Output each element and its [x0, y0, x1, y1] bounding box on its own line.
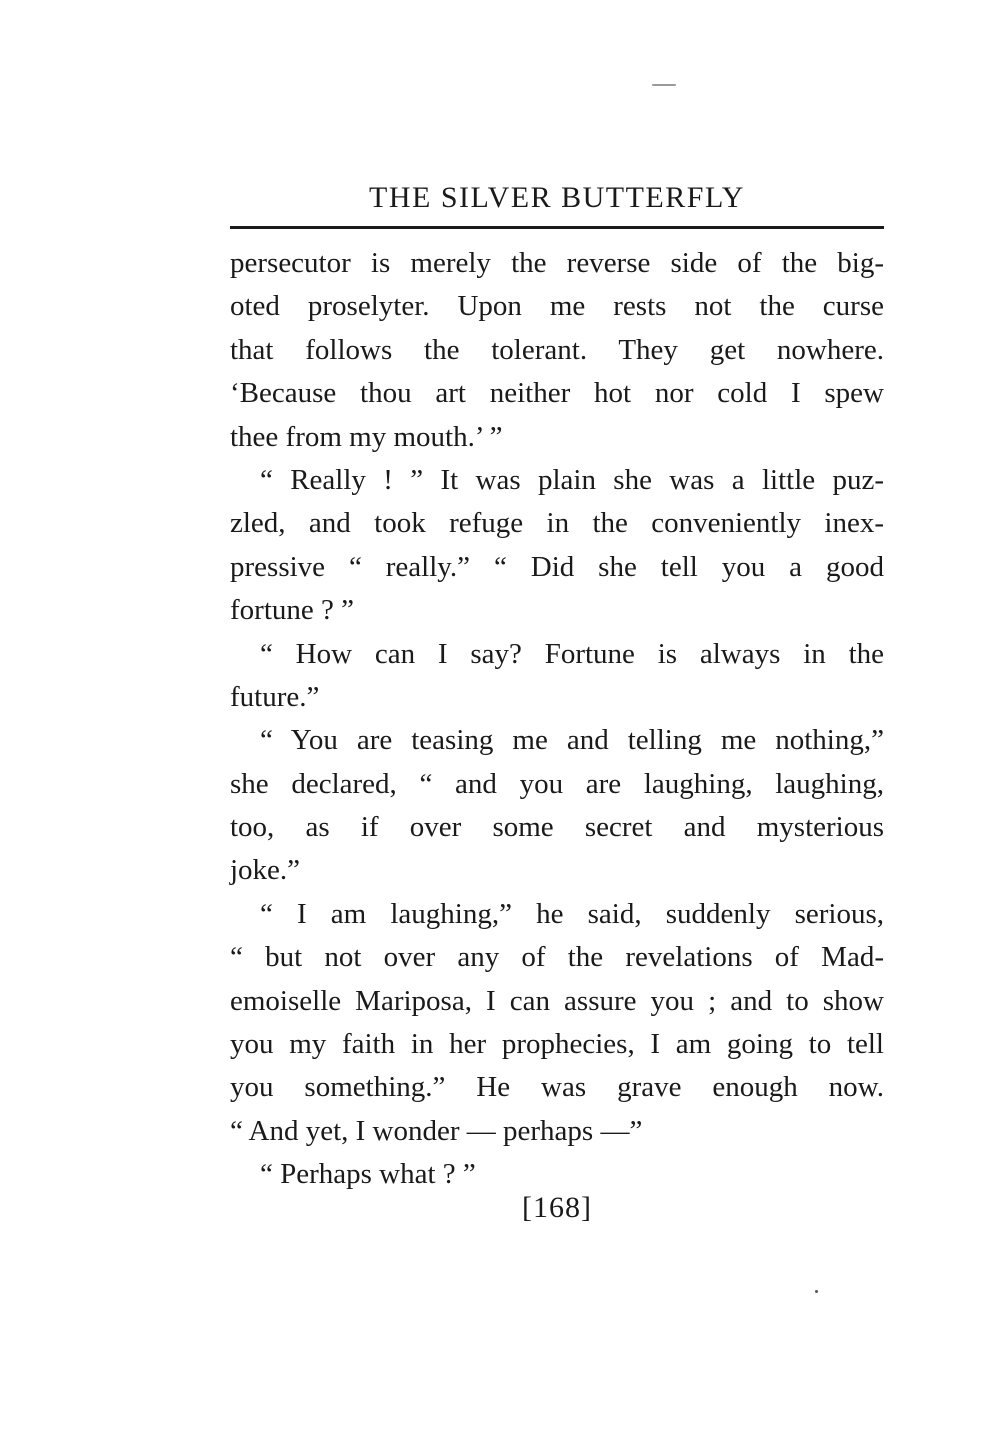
running-head: THE SILVER BUTTERFLY	[369, 181, 745, 214]
text-line: she declared, “ and you are laughing, laughing,	[230, 767, 884, 800]
text-line: joke.”	[230, 854, 301, 887]
header-rule	[230, 226, 884, 229]
text-line: oted proselyter. Upon me rests not the curse	[230, 290, 884, 323]
text-line: “ How can I say? Fortune is always in the	[260, 637, 884, 670]
text-line: “ but not over any of the revelations of Mad-	[230, 941, 884, 974]
text-line: fortune ? ”	[230, 594, 354, 627]
print-speck	[815, 1290, 818, 1293]
text-line: “ You are teasing me and telling me nothing,”	[260, 724, 884, 757]
text-line: too, as if over some secret and mysterious	[230, 811, 884, 844]
text-line: zled, and took refuge in the conveniently inex-	[230, 507, 884, 540]
print-speck	[652, 84, 676, 86]
text-line: you my faith in her prophecies, I am going to tell	[230, 1028, 884, 1061]
text-line: thee from my mouth.’ ”	[230, 420, 503, 453]
page-number: [168]	[522, 1191, 592, 1224]
text-line: “ I am laughing,” he said, suddenly serious,	[260, 897, 884, 930]
text-line: “ And yet, I wonder — perhaps —”	[230, 1114, 643, 1147]
text-line: pressive “ really.” “ Did she tell you a good	[230, 550, 884, 583]
text-line: persecutor is merely the reverse side of the big-	[230, 247, 884, 279]
text-line: “ Perhaps what ? ”	[260, 1158, 476, 1191]
text-line: emoiselle Mariposa, I can assure you ; and to show	[230, 984, 884, 1017]
text-line: “ Really ! ” It was plain she was a little puz-	[260, 463, 884, 496]
body-text	[230, 242, 884, 1197]
text-line: that follows the tolerant. They get nowhere.	[230, 333, 884, 366]
text-line: ‘Because thou art neither hot nor cold I spew	[230, 377, 884, 410]
text-line: future.”	[230, 680, 320, 713]
text-line: you something.” He was grave enough now.	[230, 1071, 884, 1104]
